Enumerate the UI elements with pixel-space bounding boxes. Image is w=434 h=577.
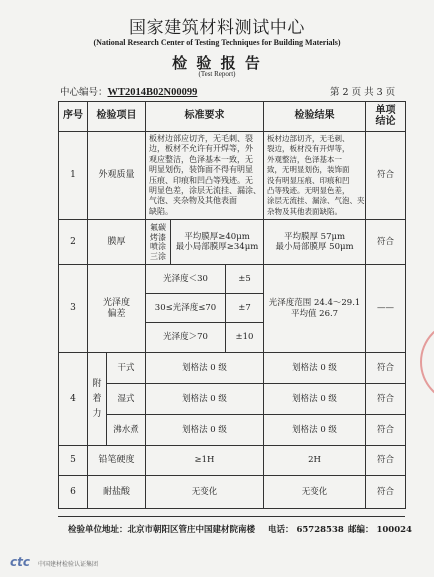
test-item: 膜厚: [88, 220, 146, 265]
standard-requirement: 板材边部应切齐，无毛刺、裂 边，板材不允许有开焊等，外 观应整洁，色泽基本一致，无 明显划伤，装饰面不得有明显 压痕、印痕和凹凸等残迹。无 明显色差，涂层无流挂、漏涂、 气泡、夹杂物及其他表面 缺陷。: [146, 132, 264, 220]
test-result: 划格法 0 级: [264, 415, 366, 446]
standard-requirement: 平均膜厚≥40μm 最小局部膜厚≥34μm: [171, 220, 264, 265]
seal-ring: [420, 320, 434, 404]
header-standard: 标准要求: [146, 102, 264, 132]
gloss-tolerance: ±7: [226, 294, 264, 323]
footer-address: 检验单位地址：北京市朝阳区管庄中国建材院南楼: [68, 525, 256, 535]
row-number: 6: [59, 476, 88, 509]
table-row: [59, 476, 406, 509]
adhesion-method: 沸水煮: [107, 415, 146, 446]
row-number: 5: [59, 446, 88, 476]
footer-phone: 电话： 65728538: [268, 525, 344, 535]
organization-name-en: (National Research Center of Testing Techniques for Building Materials): [93, 38, 341, 47]
standard-requirement: ≥1H: [146, 446, 264, 476]
test-item: 铅笔硬度: [88, 446, 146, 476]
test-results-table: [58, 101, 406, 509]
gloss-tolerance: ±10: [226, 323, 264, 353]
report-title-cn: 检 验 报 告: [172, 54, 262, 72]
row-number: 1: [59, 132, 88, 220]
standard-requirement: 无变化: [146, 476, 264, 509]
table-row: [59, 446, 406, 476]
gloss-condition: 光泽度＞70: [146, 323, 226, 353]
standard-requirement: 划格法 0 级: [146, 353, 264, 384]
table-row: [59, 353, 406, 384]
header-no: 序号: [59, 102, 88, 132]
coating-type: 氟碳烤漆喷涂三涂: [146, 220, 171, 265]
official-seal-fragment: [418, 318, 434, 408]
standard-requirement: 划格法 0 级: [146, 415, 264, 446]
logo-caption: 中国建材检验认证集团: [38, 561, 99, 568]
conclusion: 符合: [366, 384, 406, 415]
report-title-en: (Test Report): [198, 70, 236, 78]
table-row: [59, 132, 406, 220]
header-result: 检验结果: [264, 102, 366, 132]
gloss-condition: 30≤光泽度≤70: [146, 294, 226, 323]
footer-postcode: 邮编： 100024: [348, 525, 412, 535]
test-item: 附着力: [88, 353, 107, 446]
adhesion-method: 湿式: [107, 384, 146, 415]
test-item: 耐盐酸: [88, 476, 146, 509]
test-item: 外观质量: [88, 132, 146, 220]
header-item: 检验项目: [88, 102, 146, 132]
adhesion-method: 干式: [107, 353, 146, 384]
conclusion: 符合: [366, 446, 406, 476]
conclusion: ——: [366, 265, 406, 353]
conclusion: 符合: [366, 220, 406, 265]
test-result: 平均膜厚 57μm 最小局部膜厚 50μm: [264, 220, 366, 265]
ctc-logo-icon: ctc: [10, 555, 30, 569]
table-subrow: [59, 415, 406, 446]
organization-name-cn: 国家建筑材料测试中心: [129, 18, 305, 38]
test-result: 无变化: [264, 476, 366, 509]
table-row: [59, 265, 406, 294]
table-row: [59, 220, 406, 265]
row-number: 2: [59, 220, 88, 265]
test-result: 光泽度范围 24.4～29.1 平均值 26.7: [264, 265, 366, 353]
header-conclusion: 单项结论: [366, 102, 406, 132]
test-result: 划格法 0 级: [264, 353, 366, 384]
conclusion: 符合: [366, 476, 406, 509]
gloss-tolerance: ±5: [226, 265, 264, 294]
gloss-condition: 光泽度＜30: [146, 265, 226, 294]
report-number: WT2014B02N00099: [107, 87, 198, 98]
standard-requirement: 划格法 0 级: [146, 384, 264, 415]
row-number: 3: [59, 265, 88, 353]
row-number: 4: [59, 353, 88, 446]
test-result: 板材边部切齐，无毛刺、 裂边，板材没有开焊等， 外观整洁，色泽基本一 致，无明显划伤，装饰面 没有明显压痕、印痕和凹 凸等残迹。无明显色差， 涂层无流挂、漏涂、气泡、夹 杂物及其他表面缺陷。: [264, 132, 366, 220]
page-indicator: 第 2 页 共 3 页: [330, 87, 396, 98]
footer-divider: [58, 516, 405, 517]
report-number-label: 中心编号：: [60, 87, 108, 98]
report-number-line: [60, 84, 197, 98]
conclusion: 符合: [366, 415, 406, 446]
conclusion: 符合: [366, 132, 406, 220]
table-header-row: [59, 102, 406, 132]
table-subrow: [59, 384, 406, 415]
test-result: 2H: [264, 446, 366, 476]
test-result: 划格法 0 级: [264, 384, 366, 415]
conclusion: 符合: [366, 353, 406, 384]
test-item: 光泽度 偏差: [88, 265, 146, 353]
